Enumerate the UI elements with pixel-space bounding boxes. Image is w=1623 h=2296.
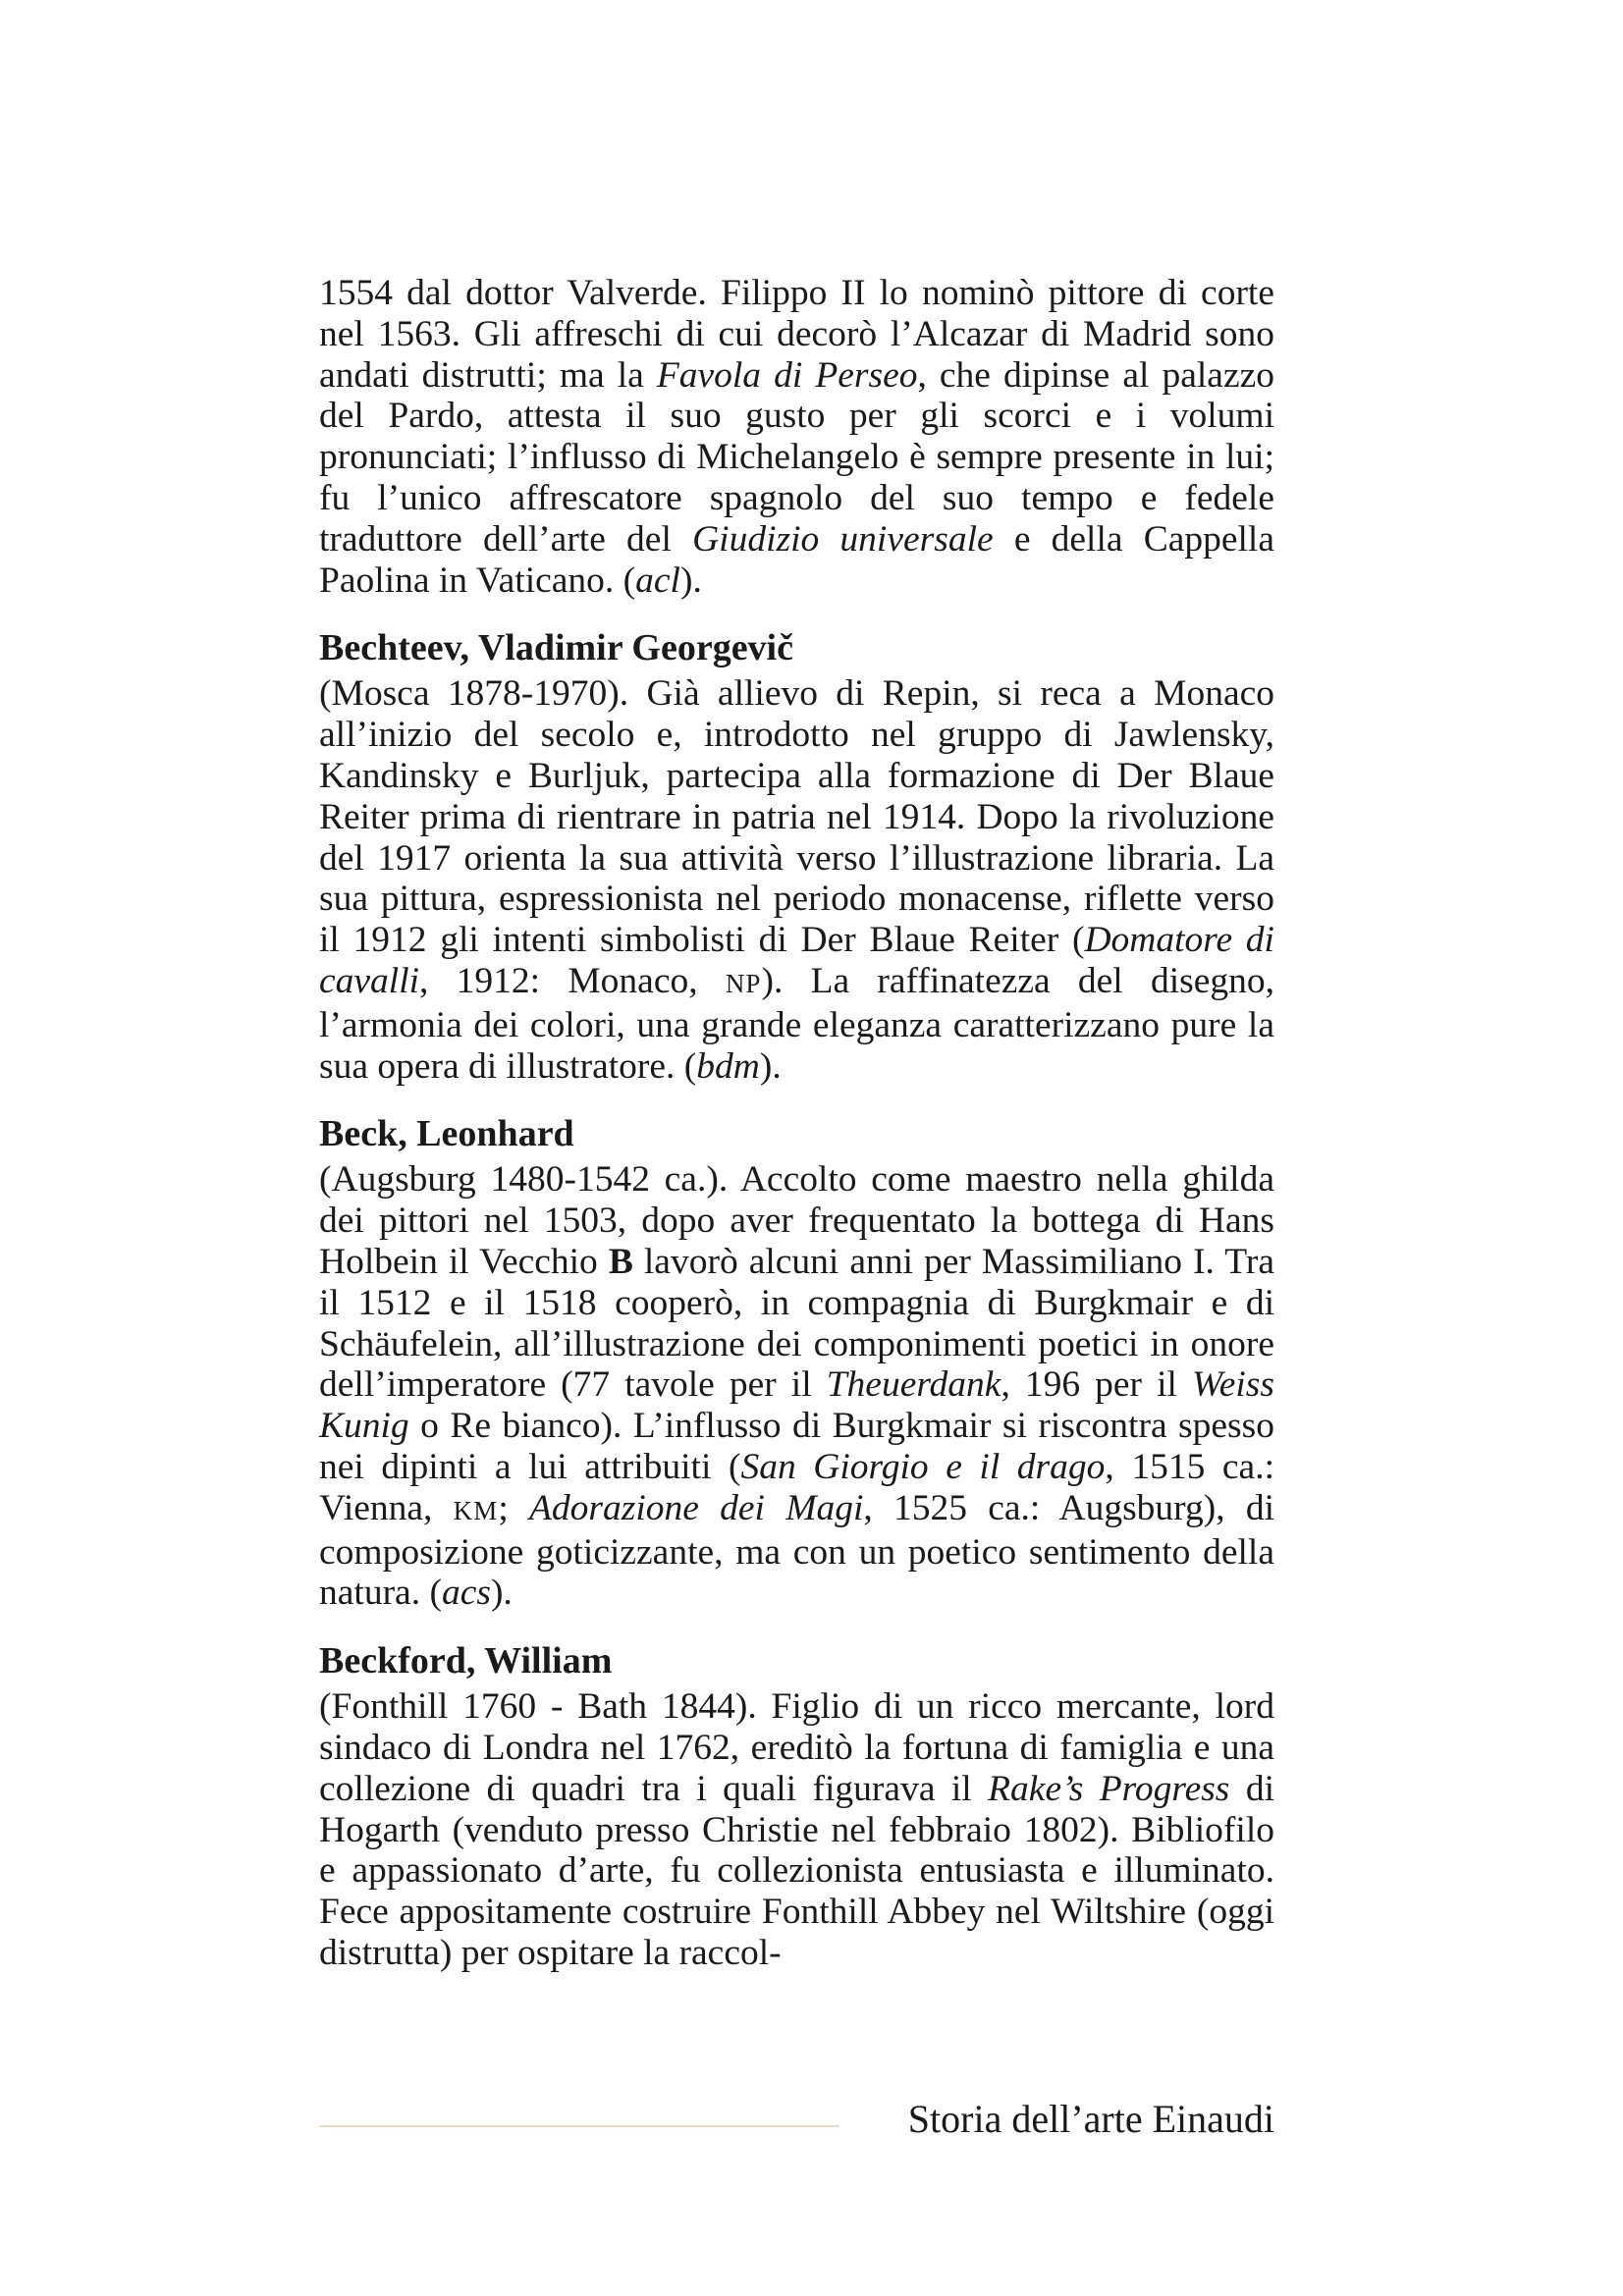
text-run: , 1912: Monaco, <box>419 960 726 1001</box>
text-run: o Re bianco). L’influsso di Burgkmair si riscontra spesso nei dipinti a lui attribuiti ( <box>319 1406 1274 1487</box>
text-run: di Hogarth (venduto presso Christie nel febbraio 1802). Bibliofilo e appassionato d’arte, fu collezionista entusiasta e illuminato. Fece appositamente costruire Fonthill Abbey nel Wiltshire (oggi distrutta) per ospitare la raccol- <box>319 1768 1274 1973</box>
work-title: Adorazione dei Magi <box>529 1487 864 1528</box>
text-run: e della Cappella Paolina in Vaticano. ( <box>319 518 1274 601</box>
text-run: ; <box>498 1487 529 1528</box>
text-run: ). <box>490 1573 513 1614</box>
text-run: , 1525 ca.: Augsburg), di composizione goticizzante, ma con un poetico sentimento della natura. ( <box>319 1487 1274 1614</box>
text-run: , 196 per il <box>1001 1364 1192 1406</box>
entry-title: Beck, Leonhard <box>319 1113 574 1155</box>
text-run: (Fonthill 1760 - Bath 1844). Figlio di un ricco mercante, lord sindaco di Londra nel 1762, ereditò la fortuna di famiglia e una collezione di quadri tra i quali figurava il <box>319 1686 1274 1809</box>
entry-beck <box>319 1112 1274 1614</box>
work-title: Domatore di cavalli <box>319 920 1274 1001</box>
entry-beckford <box>319 1639 1274 1974</box>
author-initials: acl <box>635 560 680 601</box>
entry-bechteev <box>319 626 1274 1087</box>
text-run: 1554 dal dottor Valverde. Filippo II lo nominò pittore di corte nel 1563. Gli affreschi di cui decorò l’Alcazar di Madrid sono andati distrutti; ma la <box>319 273 1274 396</box>
text-run: ). La raffinatezza del disegno, l’armonia dei colori, una grande eleganza caratterizzano pure la sua opera di illustratore. ( <box>319 960 1274 1087</box>
footer-publication-title: Storia dell’arte Einaudi <box>907 2097 1274 2141</box>
cross-reference: B <box>608 1241 633 1282</box>
text-run: , 1515 ca.: Vienna, <box>319 1446 1274 1528</box>
author-initials: bdm <box>696 1045 760 1087</box>
entry-body <box>319 1686 1274 1974</box>
entry-title: Bechteev, Vladimir Georgevič <box>319 627 793 669</box>
work-title: Theuerdank <box>826 1364 1001 1406</box>
entry-title: Beckford, William <box>319 1640 613 1682</box>
work-title: San Giorgio e il drago <box>740 1446 1106 1487</box>
footer-rule <box>319 2125 839 2127</box>
page-footer <box>319 2095 1274 2144</box>
museum-abbreviation: KM <box>453 1495 499 1525</box>
text-run: ). <box>679 560 702 601</box>
text-run: , che dipinse al palazzo del Pardo, attesta il suo gusto per gli scorci e i volumi pronunciati; l’influsso di Michelangelo è sempre presente in lui; fu l’unico affrescatore spagnolo del suo tempo e fedele traduttore dell’arte del <box>319 354 1274 560</box>
work-title: Rake’s Progress <box>988 1768 1230 1809</box>
text-run: (Mosca 1878-1970). Già allievo di Repin, si reca a Monaco all’inizio del secolo e, introdotto nel gruppo di Jawlensky, Kandinsky e Burljuk, partecipa alla formazione di Der Blaue Reiter prima di rientrare in patria nel 1914. Dopo la rivoluzione del 1917 orienta la sua attività verso l’illustrazione libraria. La sua pittura, espressionista nel periodo monacense, riflette verso il 1912 gli intenti simbolisti di Der Blaue Reiter ( <box>319 673 1274 961</box>
entry-body <box>319 673 1274 1087</box>
intro-paragraph <box>319 273 1274 601</box>
text-run: ). <box>759 1045 782 1087</box>
museum-abbreviation: NP <box>725 968 762 998</box>
work-title: Weiss Kunig <box>319 1364 1274 1447</box>
work-title: Giudizio universale <box>692 518 994 560</box>
page-body <box>319 273 1274 1974</box>
text-run: lavorò alcuni anni per Massimiliano I. Tra il 1512 e il 1518 cooperò, in compagnia di Burgkmair e di Schäufelein, all’illustrazione dei componimenti poetici in onore dell’imperatore (77 tavole per il <box>319 1241 1274 1406</box>
entry-body <box>319 1159 1274 1614</box>
work-title: Favola di Perseo <box>656 354 918 396</box>
author-initials: acs <box>441 1573 491 1614</box>
text-run: (Augsburg 1480-1542 ca.). Accolto come maestro nella ghilda dei pittori nel 1503, dopo aver frequentato la bottega di Hans Holbein il Vecchio <box>319 1159 1274 1282</box>
